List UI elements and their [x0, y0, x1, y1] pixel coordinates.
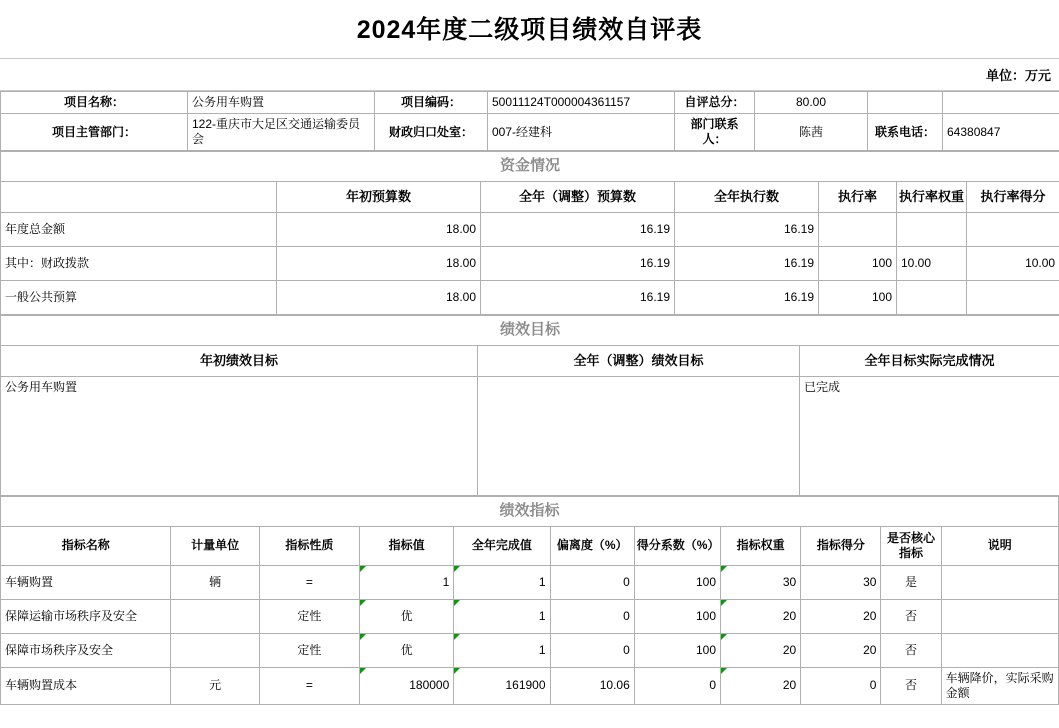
self-score-label: 自评总分： [675, 92, 755, 114]
ind-nature: = [259, 565, 359, 599]
ind-name: 车辆购置成本 [1, 667, 171, 704]
page-title: 2024年度二级项目绩效自评表 [356, 16, 703, 44]
ind-score: 20 [801, 599, 881, 633]
funds-row-executed: 16.19 [675, 281, 819, 315]
funds-row-rate [819, 213, 897, 247]
project-name-value: 公务用车购置 [188, 92, 375, 114]
funds-col-weight: 执行率权重 [897, 181, 967, 212]
ind-col-actual: 全年完成值 [454, 526, 550, 565]
ind-unit [171, 599, 259, 633]
ind-unit [171, 633, 259, 667]
table-row [1, 599, 1059, 633]
ind-col-name: 指标名称 [1, 526, 171, 565]
funds-row-adjusted: 16.19 [481, 247, 675, 281]
ind-deviation: 0 [550, 633, 634, 667]
ind-actual: 161900 [454, 667, 550, 704]
funds-col-begin: 年初预算数 [277, 181, 481, 212]
funds-row-score [967, 281, 1059, 315]
funds-row-executed: 16.19 [675, 247, 819, 281]
funds-header-row [1, 181, 1059, 212]
ind-target: 优 [360, 599, 454, 633]
ind-nature: 定性 [259, 633, 359, 667]
ind-unit: 元 [171, 667, 259, 704]
ind-col-nature: 指标性质 [259, 526, 359, 565]
funds-row-name: 年度总金额 [1, 213, 277, 247]
funds-row-begin: 18.00 [277, 247, 481, 281]
ind-target: 优 [360, 633, 454, 667]
ind-col-unit: 计量单位 [171, 526, 259, 565]
funds-col-rate: 执行率 [819, 181, 897, 212]
ind-actual: 1 [454, 599, 550, 633]
ind-col-target: 指标值 [360, 526, 454, 565]
funds-section-title: 资金情况 [1, 152, 1059, 182]
dept-label: 项目主管部门： [1, 114, 188, 151]
goal-actual-value: 已完成 [800, 377, 1059, 496]
funds-row-rate: 100 [819, 247, 897, 281]
funds-row-rate: 100 [819, 281, 897, 315]
ind-core: 否 [881, 599, 941, 633]
ind-note: 车辆降价，实际采购金额 [941, 667, 1058, 704]
table-row [1, 247, 1059, 281]
funds-col-executed: 全年执行数 [675, 181, 819, 212]
ind-name: 车辆购置 [1, 565, 171, 599]
ind-col-coefficient: 得分系数（%） [634, 526, 720, 565]
goal-adjusted-value [478, 377, 800, 496]
ind-note [941, 565, 1058, 599]
funds-row-weight: 10.00 [897, 247, 967, 281]
basic-info-table [0, 91, 1059, 151]
funds-row-adjusted: 16.19 [481, 281, 675, 315]
empty-cell-a [868, 92, 943, 114]
ind-weight: 20 [721, 599, 801, 633]
funds-col-blank [1, 181, 277, 212]
ind-score: 30 [801, 565, 881, 599]
goals-section [0, 315, 1059, 496]
funds-section-title-row [1, 152, 1059, 182]
project-code-label: 项目编码： [375, 92, 488, 114]
goal-begin-value: 公务用车购置 [1, 377, 478, 496]
unit-note: 单位：万元 [0, 58, 1059, 91]
funds-col-score: 执行率得分 [967, 181, 1059, 212]
goals-col-adjusted: 全年（调整）绩效目标 [478, 345, 800, 376]
ind-score: 0 [801, 667, 881, 704]
ind-name: 保障市场秩序及安全 [1, 633, 171, 667]
funds-row-executed: 16.19 [675, 213, 819, 247]
goals-col-actual: 全年目标实际完成情况 [800, 345, 1059, 376]
ind-unit: 辆 [171, 565, 259, 599]
ind-col-core: 是否核心指标 [881, 526, 941, 565]
ind-coefficient: 100 [634, 565, 720, 599]
table-row [1, 377, 1059, 496]
ind-coefficient: 0 [634, 667, 720, 704]
indicators-section-title: 绩效指标 [1, 497, 1059, 527]
indicators-section-title-row [1, 497, 1059, 527]
table-row [1, 92, 1059, 114]
table-row [1, 114, 1059, 151]
project-name-label: 项目名称： [1, 92, 188, 114]
finance-office-value: 007-经建科 [488, 114, 675, 151]
ind-col-weight: 指标权重 [721, 526, 801, 565]
ind-weight: 20 [721, 667, 801, 704]
funds-row-weight [897, 281, 967, 315]
table-row [1, 281, 1059, 315]
funds-section [0, 151, 1059, 315]
ind-col-note: 说明 [941, 526, 1058, 565]
project-code-value: 50011124T000004361157 [488, 92, 675, 114]
finance-office-label: 财政归口处室： [375, 114, 488, 151]
ind-target: 1 [360, 565, 454, 599]
contact-label: 部门联系人： [675, 114, 755, 151]
empty-cell-b [943, 92, 1059, 114]
table-row [1, 565, 1059, 599]
funds-row-adjusted: 16.19 [481, 213, 675, 247]
contact-value: 陈茜 [755, 114, 868, 151]
ind-note [941, 633, 1058, 667]
ind-core: 否 [881, 667, 941, 704]
phone-label: 联系电话： [868, 114, 943, 151]
ind-coefficient: 100 [634, 633, 720, 667]
ind-nature: 定性 [259, 599, 359, 633]
goals-header-row [1, 345, 1059, 376]
ind-target: 180000 [360, 667, 454, 704]
indicators-section [0, 496, 1059, 705]
table-row [1, 667, 1059, 704]
ind-actual: 1 [454, 633, 550, 667]
ind-deviation: 0 [550, 565, 634, 599]
ind-deviation: 0 [550, 599, 634, 633]
funds-row-begin: 18.00 [277, 213, 481, 247]
goals-section-title-row [1, 316, 1059, 346]
table-row [1, 213, 1059, 247]
funds-row-score [967, 213, 1059, 247]
ind-weight: 30 [721, 565, 801, 599]
ind-coefficient: 100 [634, 599, 720, 633]
dept-value: 122-重庆市大足区交通运输委员会 [188, 114, 375, 151]
funds-row-weight [897, 213, 967, 247]
table-row [1, 633, 1059, 667]
ind-nature: = [259, 667, 359, 704]
funds-row-score: 10.00 [967, 247, 1059, 281]
ind-col-deviation: 偏离度（%） [550, 526, 634, 565]
funds-col-adjusted: 全年（调整）预算数 [481, 181, 675, 212]
ind-deviation: 10.06 [550, 667, 634, 704]
funds-row-begin: 18.00 [277, 281, 481, 315]
ind-core: 否 [881, 633, 941, 667]
funds-row-name: 一般公共预算 [1, 281, 277, 315]
ind-note [941, 599, 1058, 633]
ind-actual: 1 [454, 565, 550, 599]
goals-section-title: 绩效目标 [1, 316, 1059, 346]
ind-name: 保障运输市场秩序及安全 [1, 599, 171, 633]
self-score-value: 80.00 [755, 92, 868, 114]
indicators-header-row [1, 526, 1059, 565]
ind-col-score: 指标得分 [801, 526, 881, 565]
phone-value: 64380847 [943, 114, 1059, 151]
ind-core: 是 [881, 565, 941, 599]
ind-weight: 20 [721, 633, 801, 667]
ind-score: 20 [801, 633, 881, 667]
funds-row-name: 其中：财政拨款 [1, 247, 277, 281]
goals-col-begin: 年初绩效目标 [1, 345, 478, 376]
